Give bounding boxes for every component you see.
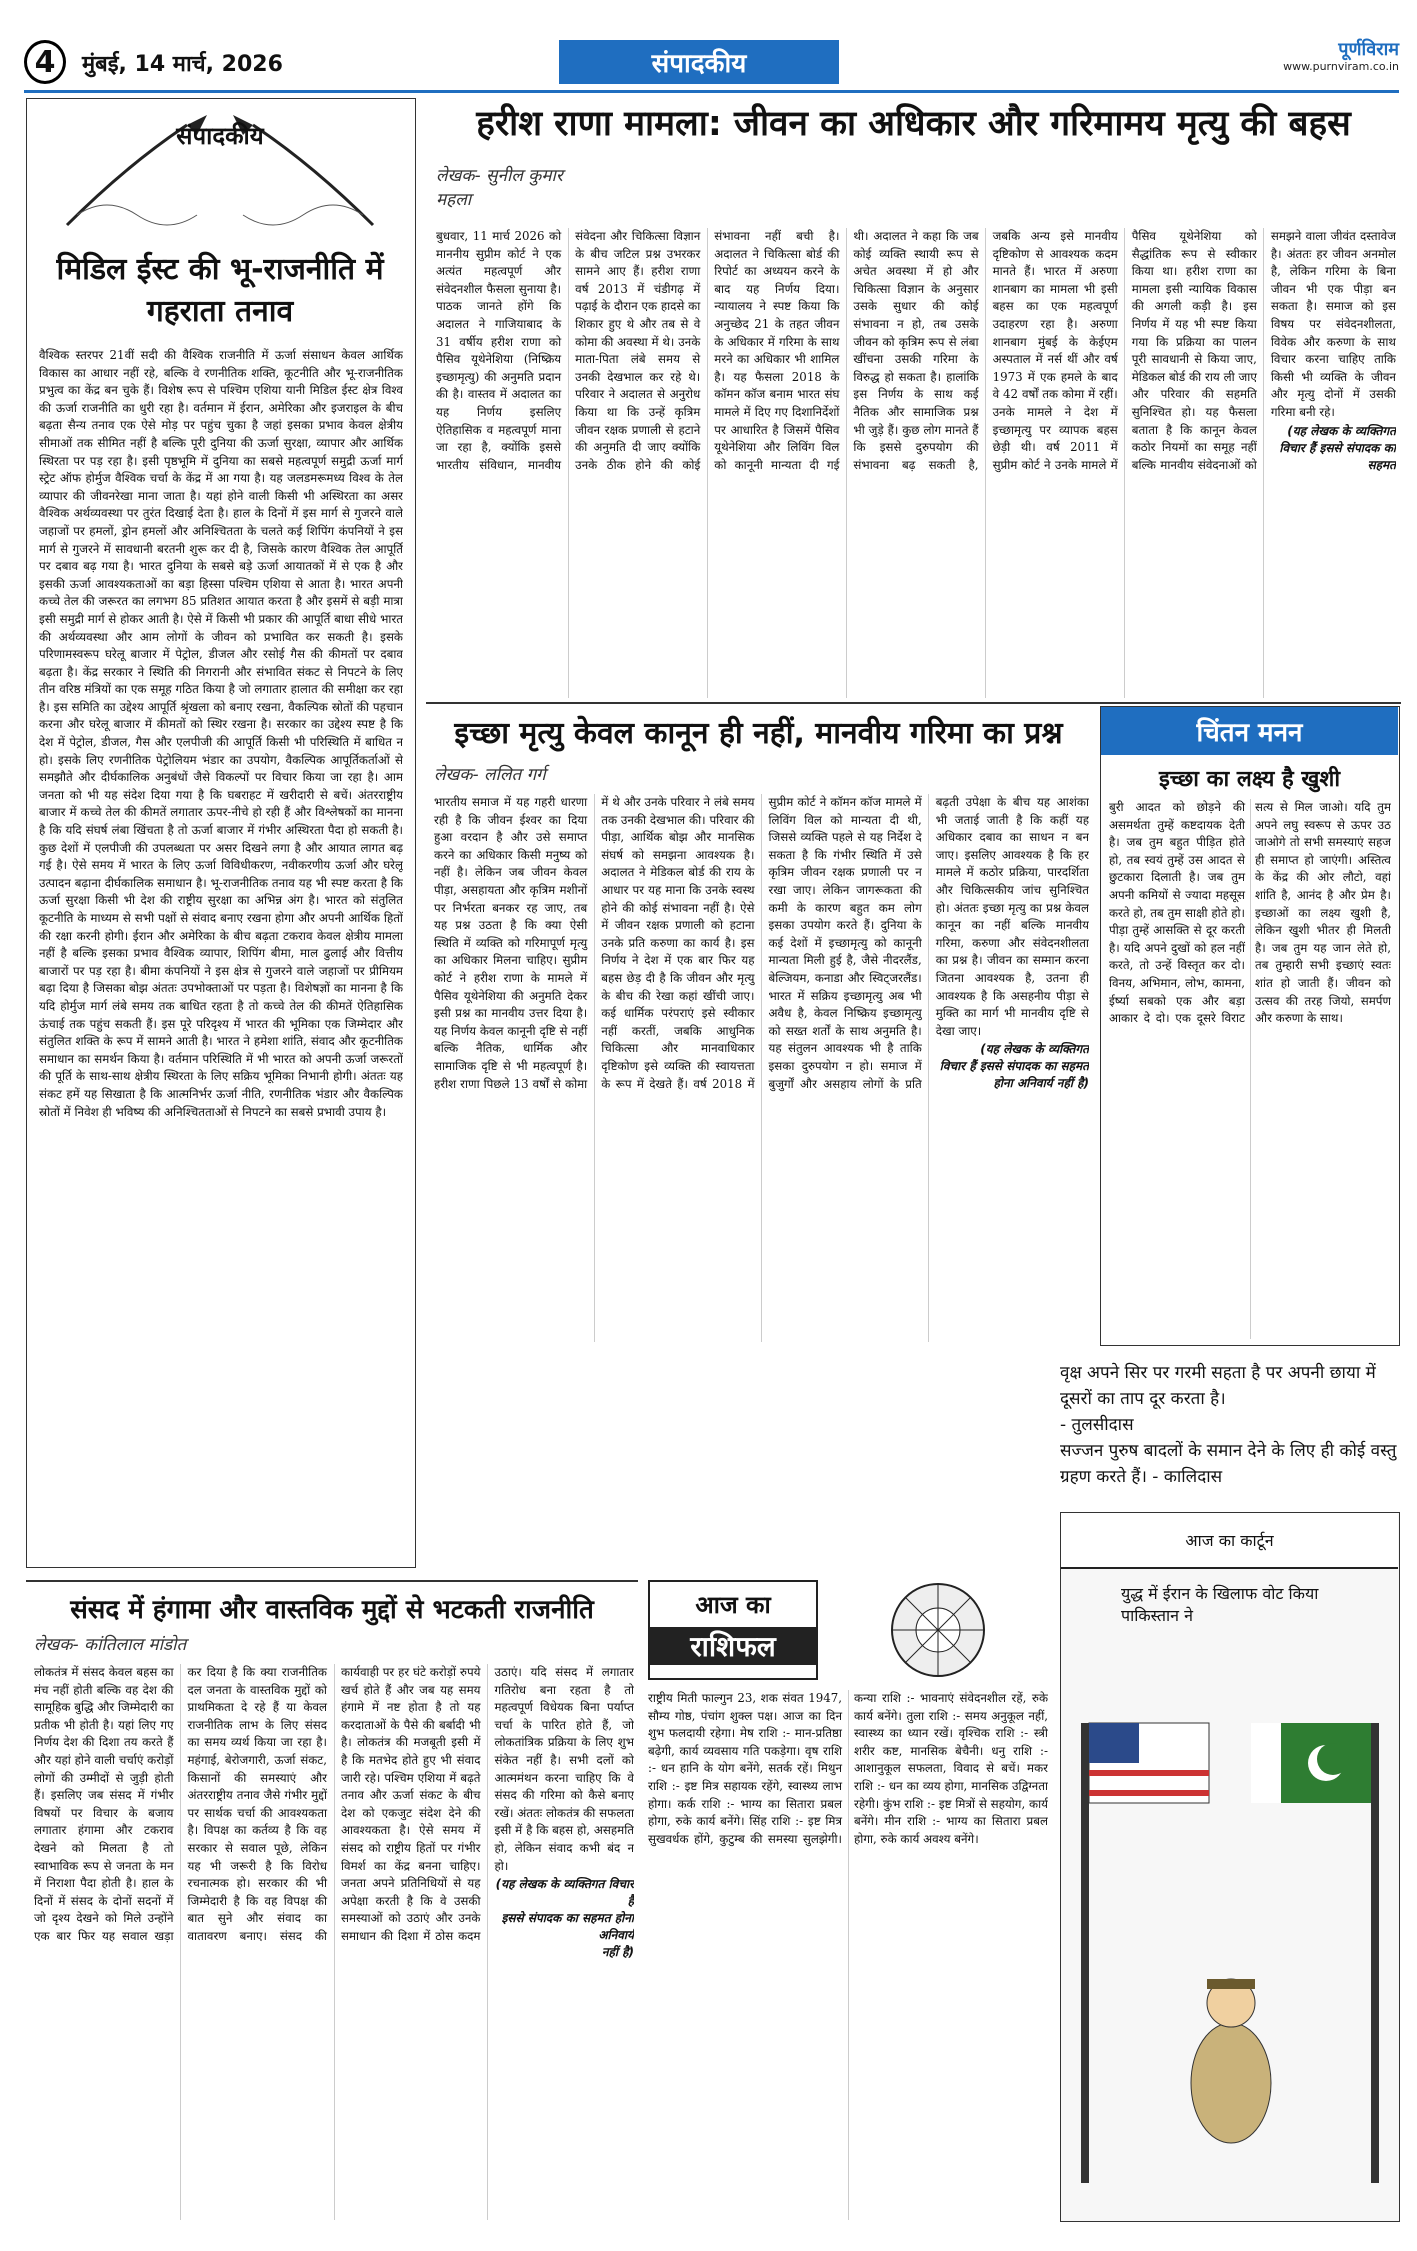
issue-date: मुंबई, 14 मार्च, 2026: [82, 52, 283, 77]
lead-note-1: (यह लेखक के व्यक्तिगत: [1287, 423, 1396, 438]
zodiac-wheel-icon: [833, 1580, 1043, 1680]
second-article: [426, 712, 1091, 1342]
parliament-byline: लेखक- कांतिलाल मांडोत: [34, 1635, 187, 1655]
lead-title: हरीश राणा मामला: जीवन का अधिकार और गरिमामय मृत्यु की बहस: [476, 104, 1351, 144]
editorial-body: वैश्विक स्तरपर 21वीं सदी की वैश्विक राजनीति में ऊर्जा संसाधन केवल आर्थिक विकास का आधार नहीं रहे, बल्कि वे रणनीतिक शक्ति, कूटनीति और भू-राजनीतिक प्रभुत्व का केंद्र बन चुके हैं। विशेष रूप से पश्चिम एशिया यानी मिडिल ईस्ट क्षेत्र विश्व की ऊर्जा राजनीति का धुरी रहा है। वर्तमान में ईरान, अमेरिका और इजराइल के बीच बढ़ता सैन्य तनाव एक ऐसे मोड़ पर पहुंच चुका है जहां इसका प्रभाव केवल क्षेत्रीय सीमाओं तक सीमित नहीं है बल्कि पूरी दुनिया की ऊर्जा सुरक्षा, व्यापार और आर्थिक स्थिरता पर पड़ रहा है। इसी पृष्ठभूमि में दुनिया का सबसे महत्वपूर्ण समुद्री ऊर्जा मार्ग स्ट्रेट ऑफ होर्मुज वैश्विक चर्चा के केंद्र में आ गया है। यह जलडमरूमध्य विश्व के तेल व्यापार की जीवनरेखा माना जाता है। यहां होने वाली किसी भी अस्थिरता का असर वैश्विक अर्थव्यवस्था पर तुरंत दिखाई देता है। हाल के दिनों में इस मार्ग से गुजरने वाले जहाजों पर हमलों, ड्रोन हमलों और अनिश्चितता के चलते कई शिपिंग कंपनियों ने इस मार्ग से गुजरने में सावधानी बरतनी शुरू कर दी है, जिसके कारण वैश्विक तेल आपूर्ति पर दबाव बढ़ गया है। भारत दुनिया के सबसे बड़े ऊर्जा आयातकों में से एक है और इसकी ऊर्जा आवश्यकताओं का बड़ा हिस्सा पश्चिम एशिया से आता है। भारत अपनी कच्चे तेल की जरूरत का लगभग 85 प्रतिशत आयात करता है और इसमें से बड़ी मात्रा इसी समुद्री मार्ग से होकर आती है। ऐसे में किसी भी प्रकार की आपूर्ति बाधा सीधे भारत की अर्थव्यवस्था और आम लोगों के जीवन को प्रभावित कर सकती है। इसके परिणामस्वरूप घरेलू बाजार में पेट्रोल, डीजल और रसोई गैस की कीमतों पर दबाव बढ़ता है। केंद्र सरकार ने स्थिति की निगरानी और संभावित संकट से निपटने के लिए तीन वरिष्ठ मंत्रियों का एक समूह गठित किया है जो लगातार हालात की समीक्षा कर रहा है। इस समिति का उद्देश्य आपूर्ति श्रृंखला को बनाए रखना, वैकल्पिक स्रोतों की पहचान करना और घरेलू बाजार में कीमतों को स्थिर रखना है। सरकार का उद्देश्य स्पष्ट है कि देश में पेट्रोल, डीजल, गैस और एलपीजी की आपूर्ति किसी भी परिस्थिति में बाधित न हो। इसके लिए रणनीतिक पेट्रोलियम भंडार का उपयोग, वैकल्पिक आपूर्तिकर्ताओं से समझौते और दीर्घकालिक अनुबंधों जैसे विकल्पों पर विचार किया जा रहा है। आम जनता को भी यह संदेश दिया गया है कि घबराहट में खरीदारी से बचें। अंतरराष्ट्रीय बाजार में कच्चे तेल की कीमतें लगातार ऊपर-नीचे हो रही हैं और विश्लेषकों का मानना है कि यदि संघर्ष लंबा खिंचता है तो ऊर्जा बाजार में गंभीर अस्थिरता पैदा हो सकती है। कुछ देशों में एलपीजी की उपलब्धता पर असर दिखने लगा है और आयात लागत बढ़ गई है। ऐसे समय में भारत के लिए ऊर्जा विविधीकरण, नवीकरणीय ऊर्जा और घरेलू उत्पादन बढ़ाना दीर्घकालिक समाधान है। भू-राजनीतिक तनाव यह भी स्पष्ट करता है कि ऊर्जा सुरक्षा किसी भी देश की राष्ट्रीय सुरक्षा का अभिन्न अंग है। भारत को संतुलित कूटनीति के माध्यम से सभी पक्षों से संवाद बनाए रखना होगा और अपनी आर्थिक हितों की रक्षा करनी होगी। ईरान और अमेरिका के बीच बढ़ता टकराव केवल क्षेत्रीय मामला नहीं है बल्कि इसका प्रभाव वैश्विक व्यापार, शिपिंग बीमा, माल ढुलाई और वित्तीय बाजारों पर पड़ रहा है। बीमा कंपनियों ने इस क्षेत्र से गुजरने वाले जहाजों पर प्रीमियम बढ़ा दिया है जिसका बोझ अंततः उपभोक्ताओं पर पड़ता है। विशेषज्ञों का मानना है कि यदि होर्मुज मार्ग लंबे समय तक बाधित रहता है तो कच्चे तेल की कीमतें ऐतिहासिक ऊंचाई तक पहुंच सकती हैं। इस पूरे परिदृश्य में भारत की भूमिका एक जिम्मेदार और संतुलित शक्ति के रूप में सामने आती है। भारत ने हमेशा शांति, संवाद और कूटनीतिक समाधान का समर्थन किया है। वर्तमान परिस्थिति में भी भारत को अपनी ऊर्जा जरूरतों की पूर्ति के साथ-साथ क्षेत्रीय स्थिरता के लिए सक्रिय भूमिका निभानी होगी। अंततः यह संकट हमें यह सिखाता है कि आत्मनिर्भर ऊर्जा नीति, रणनीतिक भंडार और वैकल्पिक स्रोतों में निवेश ही भविष्य की अनिश्चितताओं से निपटने का सबसे प्रभावी उपाय है।: [39, 348, 403, 1119]
editorial-stamp: [37, 105, 403, 235]
chintan-title: इच्छा का लक्ष्य है खुशी: [1158, 767, 1341, 792]
lead-byline: लेखक- सुनील कुमार महला: [436, 166, 563, 210]
chintan-label: चिंतन मनन: [1101, 707, 1398, 755]
editorial-box: [26, 98, 416, 1568]
parliament-note-1: (यह लेखक के व्यक्तिगत विचार हैं: [495, 1877, 634, 1909]
quote-box: [1060, 1360, 1400, 1500]
rashifal-label-2: राशिफल: [650, 1627, 816, 1665]
second-title: इच्छा मृत्यु केवल कानून ही नहीं, मानवीय गरिमा का प्रश्न: [454, 716, 1063, 751]
parliament-note-3: नहीं है): [601, 1945, 634, 1960]
quote-2: सज्जन पुरुष बादलों के समान देने के लिए ही कोई वस्तु ग्रहण करते हैं। - कालिदास: [1060, 1441, 1397, 1487]
parliament-article: [26, 1580, 638, 2220]
cartoon-box: [1060, 1512, 1400, 2222]
second-note-2: विचार हैं इससे संपादक का सहमत: [939, 1059, 1089, 1074]
second-body: [434, 794, 1089, 1342]
cartoon-label: आज का कार्टून: [1061, 1513, 1398, 1569]
editorial-title: मिडिल ईस्ट की भू-राजनीति में गहराता तनाव: [56, 252, 384, 329]
parliament-body-text: लोकतंत्र में संसद केवल बहस का मंच नहीं होती बल्कि वह देश की सामूहिक बुद्धि और जिम्मेदारी का प्रतीक भी होती है। यहां लिए गए निर्णय देश की दिशा तय करते हैं और यहां होने वाली चर्चाएं करोड़ों लोगों की उम्मीदों से जुड़ी होती हैं। इसलिए जब संसद में गंभीर विषयों पर विचार के बजाय लगातार हंगामा और टकराव देखने को मिलता है तो स्वाभाविक रूप से जनता के मन में निराशा पैदा होती है। हाल के दिनों में संसद के दोनों सदनों में जो दृश्य देखने को मिले उन्होंने एक बार फिर यह सवाल खड़ा कर दिया है कि क्या राजनीतिक दल जनता के वास्तविक मुद्दों को प्राथमिकता दे रहे हैं या केवल राजनीतिक लाभ के लिए संसद का समय व्यर्थ किया जा रहा है। महंगाई, बेरोजगारी, ऊर्जा संकट, किसानों की समस्याएं और अंतरराष्ट्रीय तनाव जैसे गंभीर मुद्दों पर सार्थक चर्चा की आवश्यकता है। विपक्ष का कर्तव्य है कि वह सरकार से सवाल पूछे, लेकिन यह भी जरूरी है कि विरोध रचनात्मक हो। सरकार की भी जिम्मेदारी है कि वह विपक्ष की बात सुने और संवाद का वातावरण बनाए। संसद की कार्यवाही पर हर घंटे करोड़ों रुपये खर्च होते हैं और जब यह समय हंगामे में नष्ट होता है तो यह करदाताओं के पैसे की बर्बादी भी है। लोकतंत्र की मजबूती इसी में है कि मतभेद होते हुए भी संवाद जारी रहे। पश्चिम एशिया में बढ़ते तनाव और ऊर्जा संकट के बीच देश को एकजुट संदेश देने की आवश्यकता है। ऐसे समय में संसद को राष्ट्रीय हितों पर गंभीर विमर्श का केंद्र बनना चाहिए। जनता अपने प्रतिनिधियों से यह अपेक्षा करती है कि वे उसकी समस्याओं को उठाएं और उनके समाधान की दिशा में ठोस कदम उठाएं। यदि संसद में लगातार गतिरोध बना रहता है तो महत्वपूर्ण विधेयक बिना पर्याप्त चर्चा के पारित होते हैं, जो लोकतांत्रिक प्रक्रिया के लिए शुभ संकेत नहीं है। सभी दलों को आत्ममंथन करना चाहिए कि वे संसद की गरिमा को कैसे बनाए रखें। अंततः लोकतंत्र की सफलता इसी में है कि बहस हो, असहमति हो, लेकिन संवाद कभी बंद न हो।: [34, 1665, 634, 1943]
masthead: [24, 40, 1399, 88]
rashifal-header: [648, 1580, 818, 1680]
parliament-divider: [26, 1580, 638, 1582]
lead-body-text: बुधवार, 11 मार्च 2026 को माननीय सुप्रीम कोर्ट ने एक अत्यंत महत्वपूर्ण और संवेदनशील फैसला सुनाया है। पाठक जानते होंगे कि अदालत ने गाजियाबाद के 31 वर्षीय हरीश राणा को पैसिव यूथेनेशिया (निष्क्रिय इच्छामृत्यु) की अनुमति प्रदान की है। वास्तव में अदालत का यह निर्णय इसलिए ऐतिहासिक व महत्वपूर्ण माना जा रहा है, क्योंकि इससे भारतीय संविधान, मानवीय संवेदना और चिकित्सा विज्ञान के बीच जटिल प्रश्न उभरकर सामने आए हैं। हरीश राणा वर्ष 2013 में चंडीगढ़ में पढ़ाई के दौरान एक हादसे का शिकार हुए थे और तब से वे कोमा की अवस्था में थे। उनके माता-पिता लंबे समय से उनकी देखभाल कर रहे थे। परिवार ने अदालत से अनुरोध किया था कि उन्हें कृत्रिम जीवन रक्षक प्रणाली से हटाने की अनुमति दी जाए क्योंकि उनके ठीक होने की कोई संभावना नहीं बची है। अदालत ने चिकित्सा बोर्ड की रिपोर्ट का अध्ययन करने के बाद यह निर्णय दिया। न्यायालय ने स्पष्ट किया कि अनुच्छेद 21 के तहत जीवन के अधिकार में गरिमा के साथ मरने का अधिकार भी शामिल है। यह फैसला 2018 के कॉमन कॉज बनाम भारत संघ मामले में दिए गए दिशानिर्देशों पर आधारित है जिसमें पैसिव यूथेनेशिया और लिविंग विल को कानूनी मान्यता दी गई थी। अदालत ने कहा कि जब कोई व्यक्ति स्थायी रूप से अचेत अवस्था में हो और चिकित्सा विज्ञान के अनुसार उसके सुधार की कोई संभावना न हो, तब उसके जीवन को कृत्रिम रूप से लंबा खींचना उसकी गरिमा के विरुद्ध हो सकता है। हालांकि इस निर्णय के साथ कई नैतिक और सामाजिक प्रश्न भी जुड़े हैं। कुछ लोग मानते हैं कि इससे दुरुपयोग की संभावना बढ़ सकती है, जबकि अन्य इसे मानवीय दृष्टिकोण से आवश्यक कदम मानते हैं। भारत में अरुणा शानबाग का मामला भी इसी बहस का एक महत्वपूर्ण उदाहरण रहा है। अरुणा शानबाग मुंबई के केईएम अस्पताल में नर्स थीं और वर्ष 1973 में एक हमले के बाद वे 42 वर्षों तक कोमा में रहीं। उनके मामले ने देश में इच्छामृत्यु पर व्यापक बहस छेड़ी थी। वर्ष 2011 में सुप्रीम कोर्ट ने उनके मामले में पैसिव यूथेनेशिया को सैद्धांतिक रूप से स्वीकार किया था। हरीश राणा का मामला इसी न्यायिक विकास की अगली कड़ी है। इस निर्णय में यह भी स्पष्ट किया गया कि प्रक्रिया का पालन पूरी सावधानी से किया जाए, मेडिकल बोर्ड की राय ली जाए और परिवार की सहमति सुनिश्चित हो। यह फैसला बताता है कि कानून केवल कठोर नियमों का समूह नहीं बल्कि मानवीय संवेदनाओं को समझने वाला जीवंत दस्तावेज है। अंततः हर जीवन अनमोल है, लेकिन गरिमा के बिना जीवन भी एक पीड़ा बन सकता है। समाज को इस विषय पर संवेदनशीलता, विवेक और करुणा के साथ विचार करना चाहिए ताकि किसी भी व्यक्ति के जीवन और मृत्यु दोनों में उसकी गरिमा बनी रहे।: [436, 229, 1396, 472]
rashifal-box: [648, 1580, 1048, 2220]
lead-article: [426, 98, 1401, 698]
lead-body: [436, 228, 1396, 698]
quote-1-author: - तुलसीदास: [1060, 1415, 1134, 1435]
second-byline: लेखक- ललित गर्ग: [434, 765, 546, 785]
section-title: संपादकीय: [559, 40, 839, 84]
second-note-3: होना अनिवार्य नहीं है): [993, 1076, 1089, 1091]
second-body-text: भारतीय समाज में यह गहरी धारणा रही है कि जीवन ईश्वर का दिया हुआ वरदान है और उसे समाप्त करने का अधिकार किसी मनुष्य को नहीं है। लेकिन जब जीवन केवल पीड़ा, असहायता और कृत्रिम मशीनों पर निर्भरता बनकर रह जाए, तब यह प्रश्न उठता है कि क्या ऐसी स्थिति में व्यक्ति को गरिमापूर्ण मृत्यु का अधिकार मिलना चाहिए। सुप्रीम कोर्ट ने हरीश राणा के मामले में पैसिव यूथेनेशिया की अनुमति देकर इसी प्रश्न का मानवीय उत्तर दिया है। यह निर्णय केवल कानूनी दृष्टि से नहीं बल्कि नैतिक, धार्मिक और सामाजिक दृष्टि से भी महत्वपूर्ण है। हरीश राणा पिछले 13 वर्षों से कोमा में थे और उनके परिवार ने लंबे समय तक उनकी देखभाल की। परिवार की पीड़ा, आर्थिक बोझ और मानसिक संघर्ष को समझना आवश्यक है। अदालत ने मेडिकल बोर्ड की राय के आधार पर यह माना कि उनके स्वस्थ होने की कोई संभावना नहीं है। ऐसे में जीवन रक्षक प्रणाली को हटाना उनके प्रति करुणा का कार्य है। इस निर्णय ने देश में एक बार फिर यह बहस छेड़ दी है कि जीवन और मृत्यु के बीच की रेखा कहां खींची जाए। कई धार्मिक परंपराएं इसे स्वीकार नहीं करतीं, जबकि आधुनिक चिकित्सा और मानवाधिकार दृष्टिकोण इसे व्यक्ति की स्वायत्तता के रूप में देखते हैं। वर्ष 2018 में सुप्रीम कोर्ट ने कॉमन कॉज मामले में लिविंग विल को मान्यता दी थी, जिससे व्यक्ति पहले से यह निर्देश दे सकता है कि गंभीर स्थिति में उसे कृत्रिम जीवन रक्षक प्रणाली पर न रखा जाए। लेकिन जागरूकता की कमी के कारण बहुत कम लोग इसका उपयोग करते हैं। दुनिया के कई देशों में इच्छामृत्यु को कानूनी मान्यता मिली हुई है, जैसे नीदरलैंड, बेल्जियम, कनाडा और स्विट्जरलैंड। भारत में सक्रिय इच्छामृत्यु अब भी अवैध है, केवल निष्क्रिय इच्छामृत्यु को सख्त शर्तों के साथ अनुमति है। यह संतुलन आवश्यक भी है ताकि इसका दुरुपयोग न हो। समाज में बुजुर्गों और असहाय लोगों के प्रति बढ़ती उपेक्षा के बीच यह आशंका भी जताई जाती है कि कहीं यह अधिकार दबाव का साधन न बन जाए। इसलिए आवश्यक है कि हर मामले में कठोर प्रक्रिया, पारदर्शिता और चिकित्सकीय जांच सुनिश्चित हो। अंततः इच्छा मृत्यु का प्रश्न केवल कानून का नहीं बल्कि मानवीय गरिमा, करुणा और संवेदनशीलता का प्रश्न है। जीवन का सम्मान करना जितना आवश्यक है, उतना ही आवश्यक है कि असहनीय पीड़ा से मुक्ति का मार्ग भी मानवीय दृष्टि से देखा जाए।: [434, 795, 1089, 1091]
lead-divider: [426, 702, 1401, 704]
header-rule: [24, 90, 1399, 93]
brand-name: पूर्णविराम: [1338, 39, 1399, 60]
rashifal-label-1: आज का: [695, 1591, 771, 1619]
cartoon-illustration-icon: [1071, 1683, 1391, 2203]
stamp-label: संपादकीय: [176, 122, 264, 150]
chintan-body: बुरी आदत को छोड़ने की असमर्थता तुम्हें कष्टदायक देती है। जब तुम बहुत पीड़ित होते हो, तब स्वयं तुम्हें उस आदत से छुटकारा दिलाती है। जब तुम अपनी कमियों से ज्यादा महसूस करते हो, तब तुम साक्षी होते हो। पीड़ा तुम्हें आसक्ति से दूर करती है। यदि अपने दुखों को हल नहीं करते, तो उन्हें विस्तृत कर दो। विनय, अभिमान, लोभ, कामना, ईर्ष्या सबको एक और बड़ा आकार दे दो। एक दूसरे विराट सत्य से मिल जाओ। यदि तुम अपने लघु स्वरूप से ऊपर उठ जाओगे तो सभी समस्याएं सहज ही समाप्त हो जाएंगी। अस्तित्व के केंद्र की ओर लौटो, वहां शांति है, आनंद है और प्रेम है। इच्छाओं का लक्ष्य खुशी है, लेकिन खुशी भीतर ही मिलती है। जब तुम यह जान लेते हो, तब तुम्हारी सभी इच्छाएं स्वतः शांत हो जाती हैं। जीवन को उत्सव की तरह जियो, समर्पण और करुणा के साथ।: [1109, 800, 1391, 1026]
parliament-title: संसद में हंगामा और वास्तविक मुद्दों से भटकती राजनीति: [70, 1595, 594, 1625]
lead-note-2: विचार हैं इससे संपादक का सहमत: [1279, 440, 1396, 472]
parliament-note-2: इससे संपादक का सहमत होना अनिवार्य: [501, 1911, 634, 1943]
rashifal-body: राष्ट्रीय मिती फाल्गुन 23, शक संवत 1947, सौम्य गोष्ठ, पंचांग शुक्ल पक्ष। आज का दिन शुभ फलदायी रहेगा। मेष राशि :- मान-प्रतिष्ठा बढ़ेगी, कार्य व्यवसाय गति पकड़ेगा। वृष राशि :- धन हानि के योग बनेंगे, सतर्क रहें। मिथुन राशि :- इष्ट मित्र सहायक रहेंगे, स्वास्थ्य लाभ होगा। कर्क राशि :- भाग्य का सितारा प्रबल होगा, रुके कार्य बनेंगे। सिंह राशि :- इष्ट मित्र सुखवर्धक होंगे, कुटुम्ब की समस्या सुलझेगी। कन्या राशि :- भावनाएं संवेदनशील रहें, रुके कार्य बनेंगे। तुला राशि :- समय अनुकूल नहीं, स्वास्थ्य का ध्यान रखें। वृश्चिक राशि :- स्त्री शरीर कष्ट, मानसिक बेचैनी। धनु राशि :- आशानुकूल सफलता, विवाद से बचें। मकर राशि :- धन का व्यय होगा, मानसिक उद्विग्नता रहेगी। कुंभ राशि :- इष्ट मित्रों से सहयोग, कार्य बनेंगे। मीन राशि :- भाग्य का सितारा प्रबल होगा, रुके कार्य अवश्य बनेंगे।: [648, 1691, 1048, 1846]
brand[interactable]: [1283, 40, 1399, 73]
chintan-box: [1100, 706, 1400, 1346]
page-number: 4: [24, 40, 66, 84]
second-note-1: (यह लेखक के व्यक्तिगत: [980, 1042, 1089, 1057]
brand-url[interactable]: www.purnviram.co.in: [1283, 60, 1399, 73]
cartoon-caption: युद्ध में ईरान के खिलाफ वोट किया पाकिस्तान ने: [1121, 1584, 1319, 1625]
parliament-body: [34, 1664, 634, 2220]
quote-1: वृक्ष अपने सिर पर गरमी सहता है पर अपनी छाया में दूसरों का ताप दूर करता है।: [1060, 1363, 1376, 1409]
